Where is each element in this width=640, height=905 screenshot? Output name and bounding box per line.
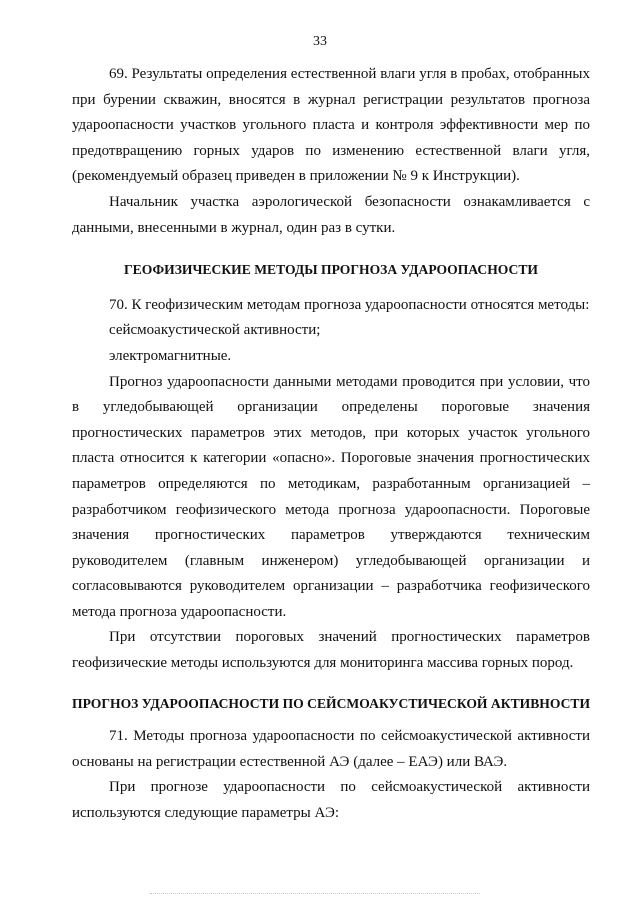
section-heading-seismoacoustic-forecast: ПРОГНОЗ УДАРООПАСНОСТИ ПО СЕЙСМОАКУСТИЧЕСКОЙ АКТИВНОСТИ: [72, 695, 591, 711]
paragraph-69: 69. Результаты определения естественной влаги угля в пробах, отобранных при бурении скважин, вносятся в журнал регистрации результатов прогноза удароопасности участков угольного пласта и контроля эффективности мер по предотвращению горных ударов по изменению естественной влаги угля, (рекомендуемый образец приведен в приложении № 9 к Инструкции).: [72, 66, 590, 185]
paragraph-70-monitoring: При отсутствии пороговых значений прогностических параметров геофизические методы используются для мониторинга массива горных пород.: [72, 629, 590, 672]
page-content: [72, 62, 590, 827]
paragraph-71: 71. Методы прогноза удароопасности по сейсмоакустической активности основаны на регистрации естественной АЭ (далее – ЕАЭ) или ВАЭ.: [72, 728, 590, 770]
paragraph-71-parameters: При прогнозе удароопасности по сейсмоакустической активности используются следующие параметры АЭ:: [72, 779, 590, 822]
scan-artifact-line: [150, 893, 480, 896]
list-item-seismoacoustic: сейсмоакустической активности;: [109, 322, 321, 339]
paragraph-70: 70. К геофизическим методам прогноза удароопасности относятся методы:: [109, 296, 590, 313]
list-item-electromagnetic: электромагнитные.: [109, 347, 232, 364]
paragraph-69-supervisor: Начальник участка аэрологической безопасности ознакамливается с данными, внесенными в журнал, один раз в сутки.: [72, 193, 590, 236]
page-number: 33: [313, 34, 327, 49]
paragraph-70-conditions: Прогноз удароопасности данными методами проводится при условии, что в угледобывающей организации определены пороговые значения прогностических параметров этих методов, при которых участок угольного пласта относится к категории «опасно». Пороговые значения прогностических параметров определяются по методикам, разработанным организацией – разработчиком геофизического метода прогноза удароопасности. Пороговые значения прогностических параметров утверждаются техническим руководителем (главным инженером) угледобывающей организации и согласовываются руководителем организации – разработчика геофизического метода прогноза удароопасности.: [72, 373, 590, 620]
section-heading-geophysical-methods: ГЕОФИЗИЧЕСКИЕ МЕТОДЫ ПРОГНОЗА УДАРООПАСНОСТИ: [124, 262, 538, 278]
